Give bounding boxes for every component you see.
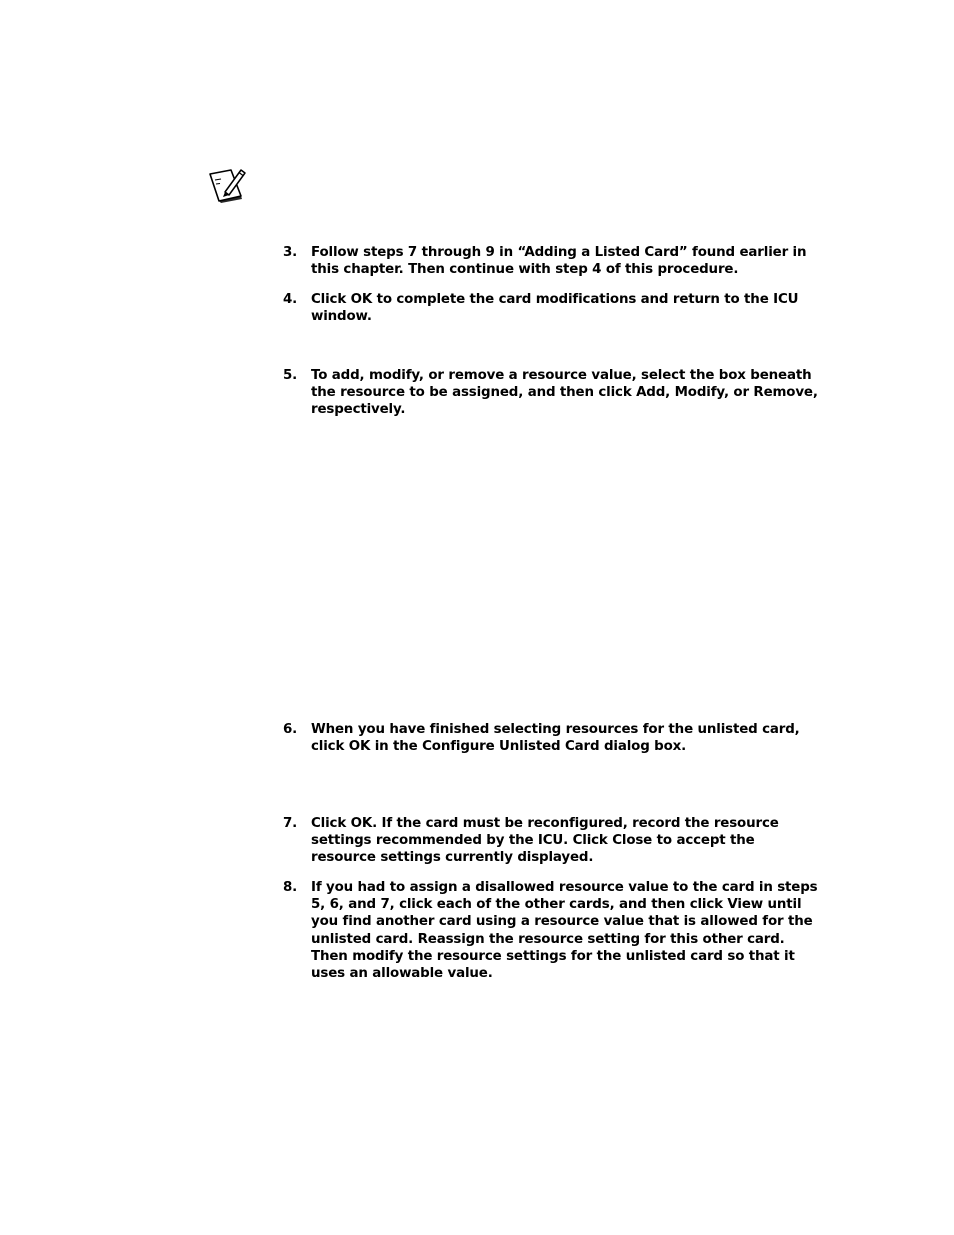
step-number: 7.: [283, 816, 298, 831]
step-8: [283, 879, 823, 982]
step-4: [283, 291, 823, 325]
step-number: 5.: [283, 368, 298, 383]
step-text: When you have finished selecting resources for the unlisted card, click OK in the Configure Unlisted Card dialog box.: [311, 722, 800, 755]
step-text: Follow steps 7 through 9 in “Adding a Listed Card” found earlier in this chapter. Then continue with step 4 of this procedure.: [311, 245, 807, 278]
step-3: [283, 244, 823, 278]
step-text: Click OK to complete the card modifications and return to the ICU window.: [311, 292, 799, 325]
step-number: 6.: [283, 722, 298, 737]
step-6: [283, 721, 823, 755]
step-7: [283, 815, 823, 867]
step-number: 8.: [283, 880, 298, 895]
step-text: To add, modify, or remove a resource value, select the box beneath the resource to be assigned, and then click Add, Modify, or Remove, respectively.: [311, 368, 818, 418]
step-number: 3.: [283, 245, 298, 260]
step-5: [283, 367, 823, 419]
note-pencil-icon: [207, 166, 249, 204]
step-text: Click OK. If the card must be reconfigured, record the resource settings recommended by the ICU. Click Close to accept the resource settings currently displayed.: [311, 816, 779, 866]
step-number: 4.: [283, 292, 298, 307]
step-text: If you had to assign a disallowed resource value to the card in steps 5, 6, and 7, click each of the other cards, and then click View until you find another card using a resource value that is allowed for the unlisted card. Reassign the resource setting for this other card. Then modify the resource settings for the unlisted card so that it uses an allowable value.: [311, 880, 818, 982]
